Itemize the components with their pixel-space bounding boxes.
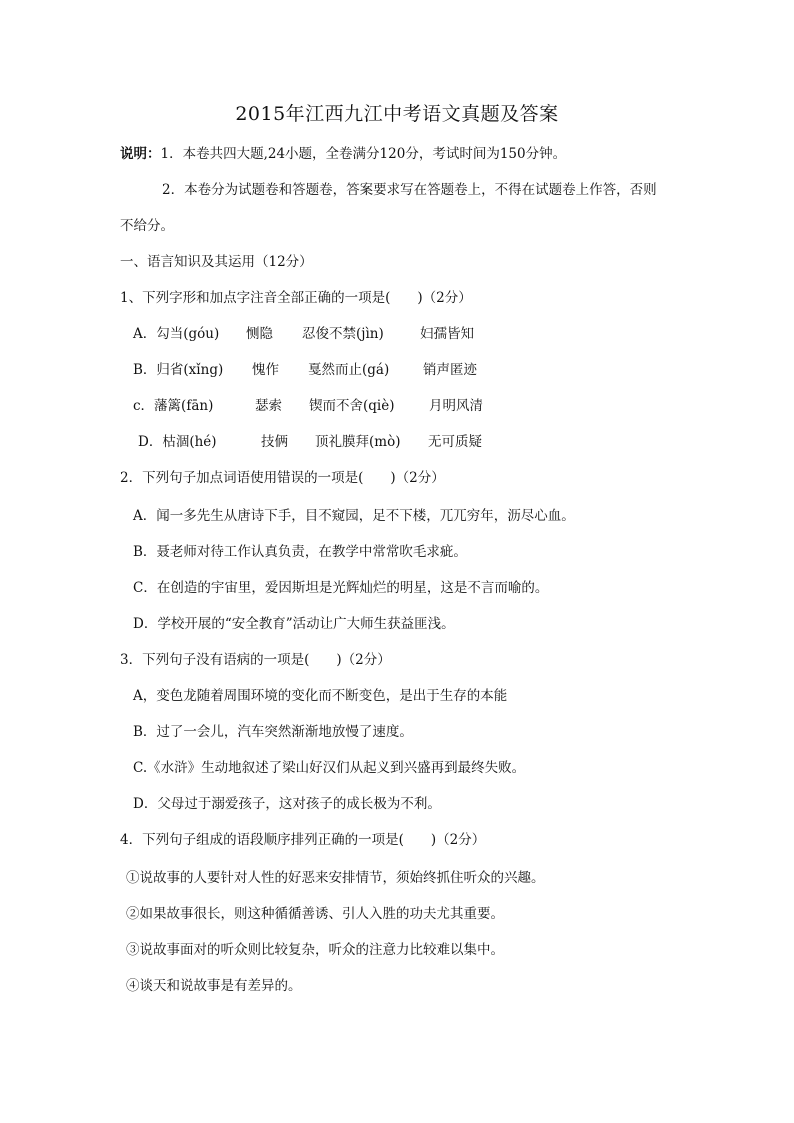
option-cell: 销声匿迹	[423, 362, 477, 378]
question-4-stem: 4．下列句子组成的语段顺序排列正确的一项是( )（2分）	[120, 832, 486, 848]
question-3-option-b: B．过了一会儿，汽车突然渐渐地放慢了速度。	[133, 724, 413, 740]
question-4-item-2: ②如果故事很长，则这种循循善诱、引人入胜的功夫尤其重要。	[126, 906, 504, 922]
option-cell: 锲而不舍(qiè)	[309, 398, 395, 414]
option-cell: c．藩篱(fān)	[133, 398, 214, 414]
option-cell: 忍俊不禁(jìn)	[302, 326, 384, 342]
option-cell: B．归省(xǐng)	[133, 362, 224, 378]
question-2-option-a: A．闻一多先生从唐诗下手，目不窥园，足不下楼，兀兀穷年，沥尽心血。	[133, 508, 575, 524]
question-1-stem: 1、下列字形和加点字注音全部正确的一项是( )（2分）	[120, 290, 472, 306]
question-2-stem: 2．下列句子加点词语使用错误的一项是( )（2分）	[120, 470, 445, 486]
question-2-option-b: B．聂老师对待工作认真负责，在教学中常常吹毛求疵。	[133, 544, 467, 560]
option-cell: 顶礼膜拜(mò)	[315, 434, 401, 450]
option-cell: 瑟索	[255, 398, 282, 414]
instructions-line-1	[120, 144, 566, 164]
option-cell: 戛然而止(gá)	[308, 362, 390, 378]
question-2-option-d: D．学校开展的“安全教育”活动让广大师生获益匪浅。	[133, 616, 455, 632]
question-4-item-3: ③说故事面对的听众则比较复杂，听众的注意力比较难以集中。	[126, 942, 504, 958]
option-cell: 月明风清	[429, 398, 483, 414]
question-4-item-1: ①说故事的人要针对人性的好恶来安排情节，须始终抓住听众的兴趣。	[126, 870, 545, 886]
question-3-option-a: A，变色龙随着周围环境的变化而不断变色，是出于生存的本能	[133, 688, 508, 704]
instruction-1: 1．本卷共四大题,24小题，全卷满分120分，考试时间为150分钟。	[160, 146, 567, 162]
instruction-2-cont: 不给分。	[120, 218, 174, 234]
question-4-item-4: ④谈天和说故事是有差异的。	[126, 978, 302, 994]
option-cell: A．勾当(góu)	[133, 326, 220, 342]
section-heading: 一、语言知识及其运用（12分）	[120, 254, 313, 270]
page-title: 2015年江西九江中考语文真题及答案	[235, 103, 559, 125]
option-cell: 恻隐	[246, 326, 273, 342]
instruction-2: 2．本卷分为试题卷和答题卷，答案要求写在答题卷上，不得在试题卷上作答，否则	[162, 182, 657, 198]
option-cell: D．枯涸(hé)	[138, 434, 217, 450]
instructions-label: 说明：	[120, 146, 161, 162]
question-3-option-d: D．父母过于溺爱孩子，这对孩子的成长极为不利。	[133, 796, 441, 812]
option-cell: 技俩	[261, 434, 288, 450]
option-cell: 愧作	[252, 362, 279, 378]
option-cell: 无可质疑	[428, 434, 482, 450]
option-cell: 妇孺皆知	[420, 326, 474, 342]
question-2-option-c: C．在创造的宇宙里，爱因斯坦是光辉灿烂的明星，这是不言而喻的。	[133, 580, 549, 596]
question-3-stem: 3．下列句子没有语病的一项是( )（2分）	[120, 652, 391, 668]
question-3-option-c: C.《水浒》生动地叙述了梁山好汉们从起义到兴盛再到最终失败。	[133, 760, 526, 776]
